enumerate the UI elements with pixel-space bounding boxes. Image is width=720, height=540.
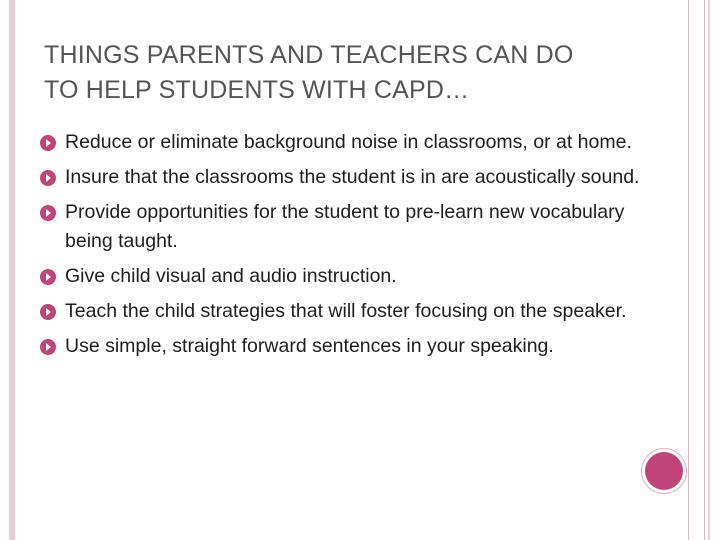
left-border-line [9, 0, 15, 540]
slide-title-line: THINGS PARENTS AND TEACHERS CAN DO [44, 41, 574, 69]
arrow-circle-icon [40, 205, 56, 221]
right-border-line [704, 0, 705, 540]
right-border-line [708, 0, 710, 540]
arrow-circle-icon [40, 339, 56, 355]
list-item [40, 332, 660, 361]
list-item [40, 262, 660, 291]
bullet-list [40, 128, 660, 367]
arrow-circle-icon [40, 170, 56, 186]
arrow-circle-icon [40, 269, 56, 285]
bullet-text: Insure that the classrooms the student is in are acoustically sound. [65, 166, 640, 188]
list-item [40, 128, 660, 157]
list-item [40, 198, 660, 256]
arrow-circle-icon [40, 135, 56, 151]
list-item [40, 297, 660, 326]
slide-title [44, 38, 664, 108]
bullet-text: Provide opportunities for the student to pre-learn new vocabulary being taught. [65, 201, 625, 252]
bullet-text: Teach the child strategies that will foster focusing on the speaker. [65, 300, 627, 322]
slide-title-line: TO HELP STUDENTS WITH CAPD… [44, 76, 470, 104]
bullet-text: Use simple, straight forward sentences in your speaking. [65, 335, 554, 357]
bullet-text: Reduce or eliminate background noise in classrooms, or at home. [65, 131, 632, 153]
decorative-circle [645, 452, 683, 490]
right-border-line [688, 0, 689, 540]
bullet-text: Give child visual and audio instruction. [65, 265, 397, 287]
arrow-circle-icon [40, 304, 56, 320]
list-item [40, 163, 660, 192]
